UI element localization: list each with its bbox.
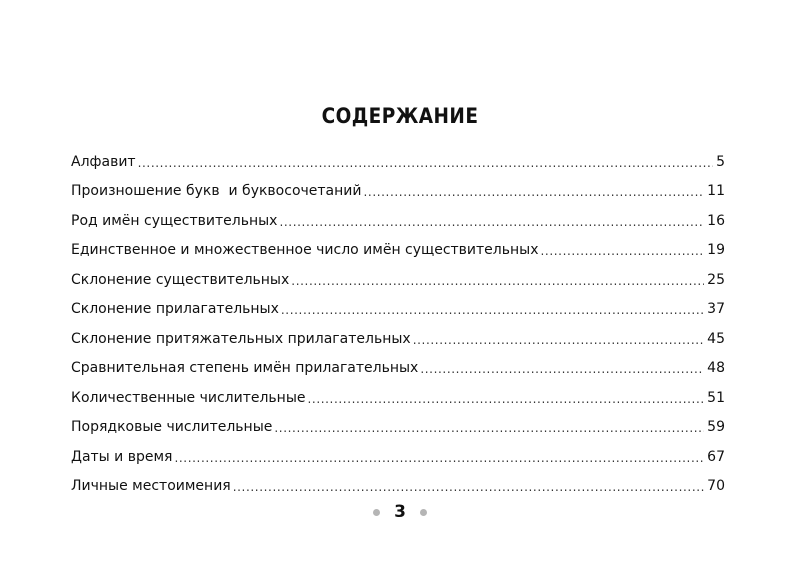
toc-dot-leader [420,362,704,376]
toc-entry[interactable] [71,295,725,325]
toc-entry-page: 70 [707,478,725,495]
toc-dot-leader [281,303,704,317]
toc-entry-page: 16 [707,212,725,229]
toc-dot-leader [233,480,704,494]
toc-entry[interactable] [71,147,725,177]
toc-entry-page: 37 [707,301,725,318]
toc-entry[interactable] [71,413,725,443]
toc-entry-title: Количественные числительные [71,389,306,406]
toc-entry-title: Род имён существительных [71,212,278,229]
toc-entry[interactable] [71,383,725,413]
toc-entry[interactable] [71,354,725,384]
toc-entry-title: Сравнительная степень имён прилагательных [71,360,419,377]
toc-entry-title: Единственное и множественное число имён существительных [71,242,539,259]
toc-entry[interactable] [71,236,725,266]
toc-entry-page: 59 [707,419,725,436]
toc-entry-page: 25 [707,271,725,288]
toc-entry-title: Порядковые числительные [71,419,273,436]
toc-entry-title: Личные местоимения [71,478,231,495]
page-title: СОДЕРЖАНИЕ [321,104,479,128]
toc-dot-leader [307,392,704,406]
toc-entry[interactable] [71,472,725,502]
toc-entry-title: Склонение притяжательных прилагательных [71,330,411,347]
toc-dot-leader [363,185,704,199]
toc-entry-title: Даты и время [71,448,173,465]
toc-entry[interactable] [71,442,725,472]
toc-entry-title: Произношение букв и буквосочетаний [71,183,362,200]
page-number: 3 [394,502,406,522]
toc-entry-page: 51 [707,389,725,406]
toc-dot-leader [274,421,704,435]
toc-dot-leader [413,333,704,347]
toc-entry-title: Склонение прилагательных [71,301,279,318]
toc-entry-page: 19 [707,242,725,259]
toc-entry[interactable] [71,177,725,207]
toc-entry-title: Алфавит [71,153,136,170]
toc-dot-leader [138,156,713,170]
toc-entry-page: 5 [716,153,725,170]
toc-dot-leader [174,451,704,465]
bullet-dot-icon [420,509,427,516]
toc-entry-page: 67 [707,448,725,465]
toc-entry[interactable] [71,265,725,295]
page-footer [0,502,800,522]
toc-entry-page: 45 [707,330,725,347]
toc-dot-leader [279,215,704,229]
toc-entry-title: Склонение существительных [71,271,290,288]
toc-entry[interactable] [71,206,725,236]
toc-dot-leader [291,274,704,288]
toc-entry-page: 11 [707,183,725,200]
toc-entry[interactable] [71,324,725,354]
toc-entry-page: 48 [707,360,725,377]
bullet-dot-icon [373,509,380,516]
toc-dot-leader [541,244,705,258]
table-of-contents [71,147,725,501]
